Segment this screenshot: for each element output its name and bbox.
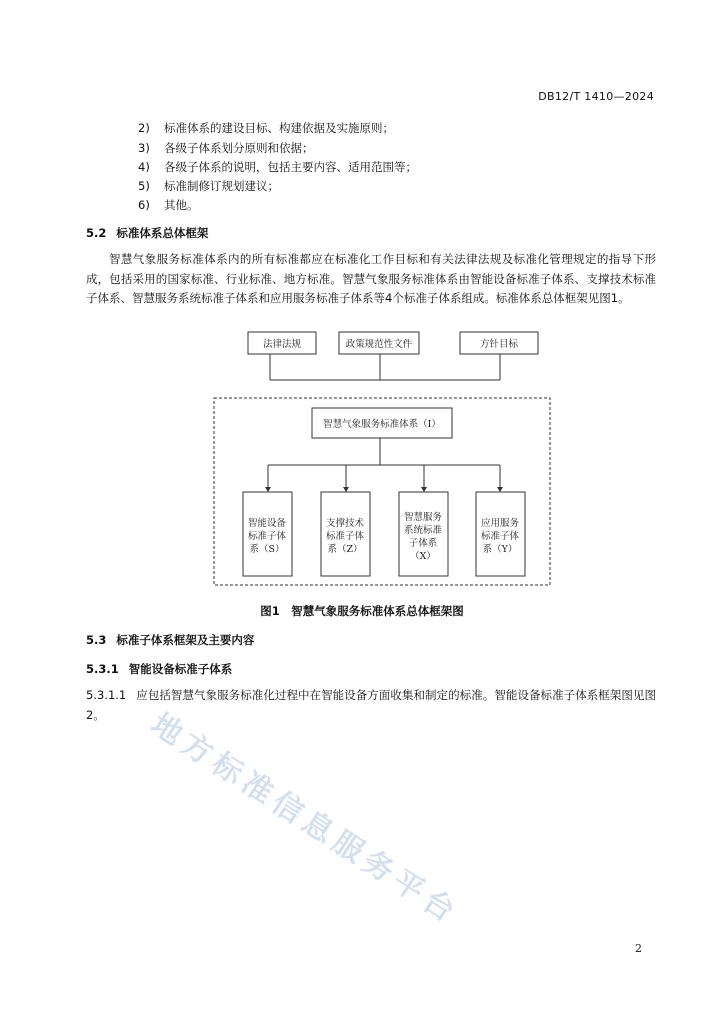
list-item-number: 2): [138, 121, 150, 135]
sub-y-line: 标准子体: [480, 531, 520, 542]
list-item-number: 5): [138, 179, 150, 193]
sub-z-line: 支撑技术: [325, 518, 365, 529]
sub-s-line: 标准子体: [247, 531, 287, 542]
section-title: 标准子体系框架及主要内容: [116, 633, 255, 647]
sub-x-line: （X）: [410, 551, 436, 562]
section-title: 标准体系总体框架: [116, 226, 209, 240]
section-heading-5-3: [86, 632, 254, 648]
list-item-text: 各级子体系划分原则和依据；: [164, 141, 314, 155]
section-heading-5-3-1: [86, 661, 232, 677]
document-code: DB12/T 1410—2024: [538, 90, 654, 103]
section-number: 5.2: [86, 226, 107, 240]
sub-z-line: 标准子体: [325, 531, 365, 542]
list-item-text: 各级子体系的说明，包括主要内容、适用范围等；: [164, 160, 417, 174]
sub-z-line: 系（Z）: [327, 544, 363, 555]
sub-y-line: 系（Y）: [482, 544, 518, 555]
sub-x-line: 子体系: [408, 538, 438, 549]
sub-s-line: 系（S）: [249, 544, 285, 555]
section-number: 5.3: [86, 633, 107, 647]
sub-s-line: 智能设备: [247, 518, 287, 529]
sub-y-line: 应用服务: [480, 518, 520, 529]
arrow-head: [421, 487, 427, 492]
list-item-text: 标准制修订规划建议；: [164, 179, 279, 193]
arrow-head: [265, 487, 271, 492]
section-title: 智能设备标准子体系: [128, 662, 233, 676]
section-body: 应包括智慧气象服务标准化过程中在智能设备方面收集和制定的标准。智能设备标准子体系框架图见图 2。: [86, 688, 656, 722]
sub-x-line: 系统标准: [403, 525, 443, 536]
diagram-label-policy: 政策规范性文件: [345, 339, 413, 350]
list-item-number: 3): [138, 141, 150, 155]
section-5-2-paragraph: 智慧气象服务标准体系内的所有标准都应在标准化工作目标和有关法律法规及标准化管理规定的指导下形成，包括采用的国家标准、行业标准、地方标准。智慧气象服务标准体系由智能设备标准子体系、支撑技术标准子体系、智慧服务系统标准子体系和应用服务标准子体系等4个标准子体系组成。标准体系总体框架见图1。: [86, 252, 656, 305]
diagram-label-center: 智慧气象服务标准体系（I）: [323, 419, 441, 430]
figure-caption: 图1 智慧气象服务标准体系总体框架图: [260, 604, 464, 618]
list-item-number: 6): [138, 198, 150, 212]
list-item-text: 其他。: [164, 198, 199, 212]
list-item-number: 4): [138, 160, 150, 174]
arrow-head: [343, 487, 349, 492]
page-number: 2: [635, 942, 642, 955]
watermark: 地方标准信息服务平台: [144, 706, 466, 933]
arrow-head: [497, 487, 503, 492]
section-number: 5.3.1.1: [86, 688, 127, 702]
diagram-label-laws: 法律法规: [262, 339, 302, 350]
sub-x-line: 智慧服务: [403, 512, 443, 523]
list-item-text: 标准体系的建设目标、构建依据及实施原则；: [164, 121, 394, 135]
diagram-label-goals: 方针目标: [479, 339, 519, 350]
section-number: 5.3.1: [86, 662, 119, 676]
